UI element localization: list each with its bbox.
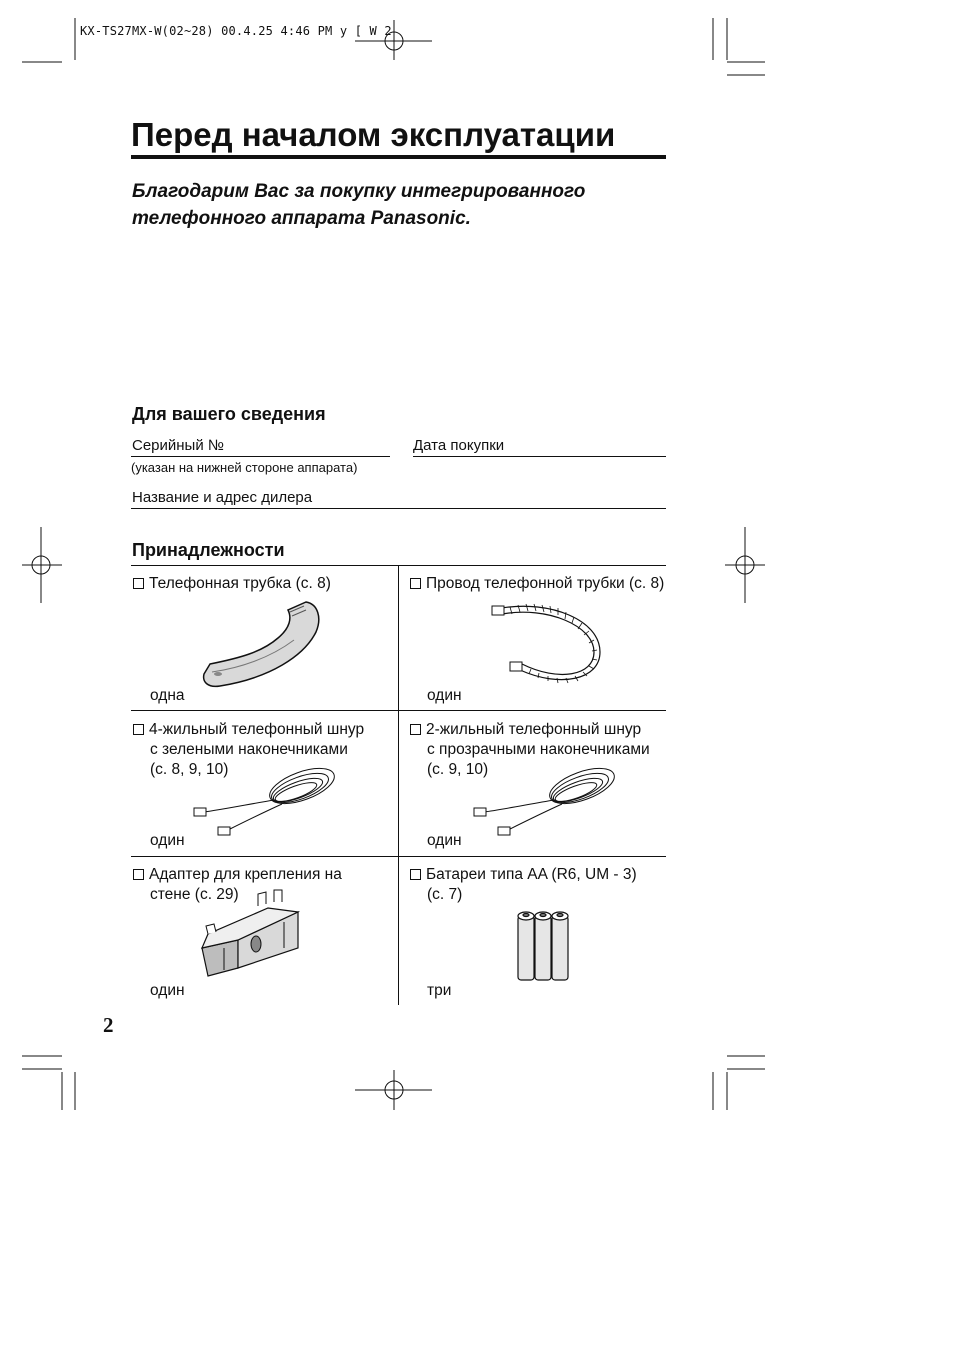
checkbox-icon	[410, 578, 421, 589]
checkbox-icon	[410, 724, 421, 735]
serial-number-hint: (указан на нижней стороне аппарата)	[131, 460, 358, 475]
dealer-label: Название и адрес дилера	[132, 489, 313, 506]
quantity-label: один	[427, 832, 462, 849]
accessory-label-line: стене (с. 29)	[150, 886, 239, 903]
serial-number-label: Серийный №	[132, 437, 224, 454]
page-number: 2	[103, 1013, 114, 1037]
handset-icon	[200, 598, 325, 690]
quantity-label: одна	[150, 687, 185, 704]
purchase-date-line	[413, 456, 666, 457]
quantity-label: один	[427, 687, 462, 704]
checkbox-icon	[133, 578, 144, 589]
title-rule	[131, 155, 666, 159]
accessory-label-line: с зелеными наконечниками	[150, 741, 348, 758]
accessory-label: Адаптер для крепления на	[133, 865, 395, 885]
line-cord-icon	[470, 764, 620, 844]
checkbox-icon	[133, 869, 144, 880]
serial-number-line	[131, 456, 390, 457]
accessory-label: Батареи типа AA (R6, UM - 3)	[410, 865, 672, 885]
accessory-label: Телефонная трубка (с. 8)	[133, 574, 393, 594]
quantity-label: один	[150, 982, 185, 999]
checkbox-icon	[410, 869, 421, 880]
intro-line: Благодарим Вас за покупку интегрированного	[132, 181, 586, 202]
checkbox-icon	[133, 724, 144, 735]
accessory-item	[410, 865, 672, 905]
accessory-item	[410, 574, 670, 594]
batteries-icon	[515, 908, 575, 984]
wall-adapter-icon	[198, 888, 304, 984]
accessory-label: 2-жильный телефонный шнур	[410, 720, 672, 740]
accessory-label-line: (с. 8, 9, 10)	[150, 761, 229, 778]
dealer-line	[131, 508, 666, 509]
quantity-label: три	[427, 982, 452, 999]
intro-line: телефонного аппарата Panasonic.	[132, 208, 471, 229]
accessory-label: 4-жильный телефонный шнур	[133, 720, 395, 740]
accessory-label-line: (с. 9, 10)	[427, 761, 489, 778]
table-column-rule	[398, 565, 399, 1005]
page-title: Перед началом эксплуатации	[131, 116, 616, 153]
accessory-label-line: (с. 7)	[427, 886, 463, 903]
quantity-label: один	[150, 832, 185, 849]
coiled-cord-icon	[490, 600, 610, 690]
print-header: KX-TS27MX-W(02~28) 00.4.25 4:46 PM y [ W 2	[80, 24, 392, 38]
info-heading: Для вашего сведения	[132, 404, 326, 424]
accessory-item	[133, 574, 393, 594]
purchase-date-label: Дата покупки	[413, 437, 505, 454]
accessory-label: Провод телефонной трубки (с. 8)	[410, 574, 670, 594]
line-cord-icon	[190, 764, 340, 844]
accessory-label-line: с прозрачными наконечниками	[427, 741, 650, 758]
accessories-heading: Принадлежности	[132, 540, 285, 560]
intro-text	[132, 178, 585, 232]
